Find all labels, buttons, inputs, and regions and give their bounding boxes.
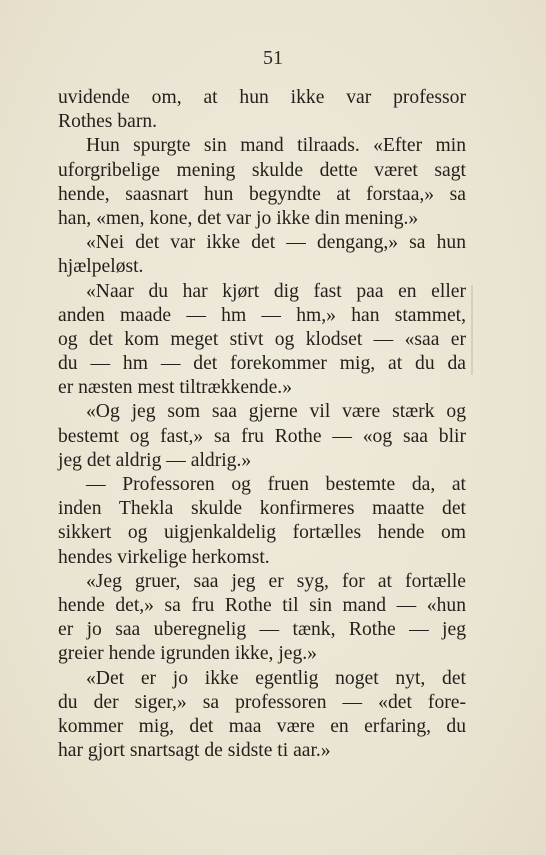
text-line: hende det,» sa fru Rothe til sin mand — «hun: [58, 594, 466, 616]
text-line: anden maade — hm — hm,» han stammet,: [58, 304, 466, 326]
text-line: inden Thekla skulde konfirmeres maatte det: [58, 498, 466, 520]
text-line: har gjort snartsagt de sidste ti aar.»: [58, 740, 331, 762]
text-line: du — hm — det forekommer mig, at du da: [58, 353, 466, 375]
text-line: hjælpeløst.: [58, 256, 144, 278]
text-line: «Det er jo ikke egentlig noget nyt, det: [86, 667, 466, 689]
text-line: — Professoren og fruen bestemte da, at: [86, 474, 466, 495]
text-line: Hun spurgte sin mand tilraads. «Efter min: [86, 135, 466, 157]
text-line: kommer mig, det maa være en erfaring, du: [58, 715, 466, 737]
text-line: hende, saasnart hun begyndte at forstaa,» sa: [58, 183, 466, 205]
body-text: [58, 86, 466, 763]
text-line: Rothes barn.: [58, 111, 158, 133]
text-line: er jo saa uberegnelig — tænk, Rothe — jeg: [58, 619, 466, 641]
text-line: uvidende om, at hun ikke var professor: [58, 87, 466, 108]
text-line: du der siger,» sa professoren — «det fore-: [58, 691, 466, 713]
page-edge-shadow: [471, 285, 473, 375]
text-line: «Og jeg som saa gjerne vil være stærk og: [86, 401, 466, 423]
text-line: sikkert og uigjenkaldelig fortælles hende om: [58, 522, 466, 544]
page-number: 51: [263, 47, 283, 69]
text-line: og det kom meget stivt og klodset — «saa er: [58, 328, 466, 350]
text-line: hendes virkelige herkomst.: [58, 546, 270, 568]
text-line: er næsten mest tiltrækkende.»: [58, 377, 292, 399]
text-line: «Jeg gruer, saa jeg er syg, for at fortælle: [86, 570, 466, 592]
text-line: «Nei det var ikke det — dengang,» sa hun: [86, 232, 466, 254]
text-line: bestemt og fast,» sa fru Rothe — «og saa blir: [58, 425, 466, 447]
text-line: han, «men, kone, det var jo ikke din mening.»: [58, 207, 419, 229]
text-line: uforgribelige mening skulde dette været sagt: [58, 159, 466, 181]
text-line: greier hende igrunden ikke, jeg.»: [58, 643, 317, 665]
text-line: «Naar du har kjørt dig fast paa en eller: [86, 280, 466, 302]
text-line: jeg det aldrig — aldrig.»: [58, 449, 252, 471]
